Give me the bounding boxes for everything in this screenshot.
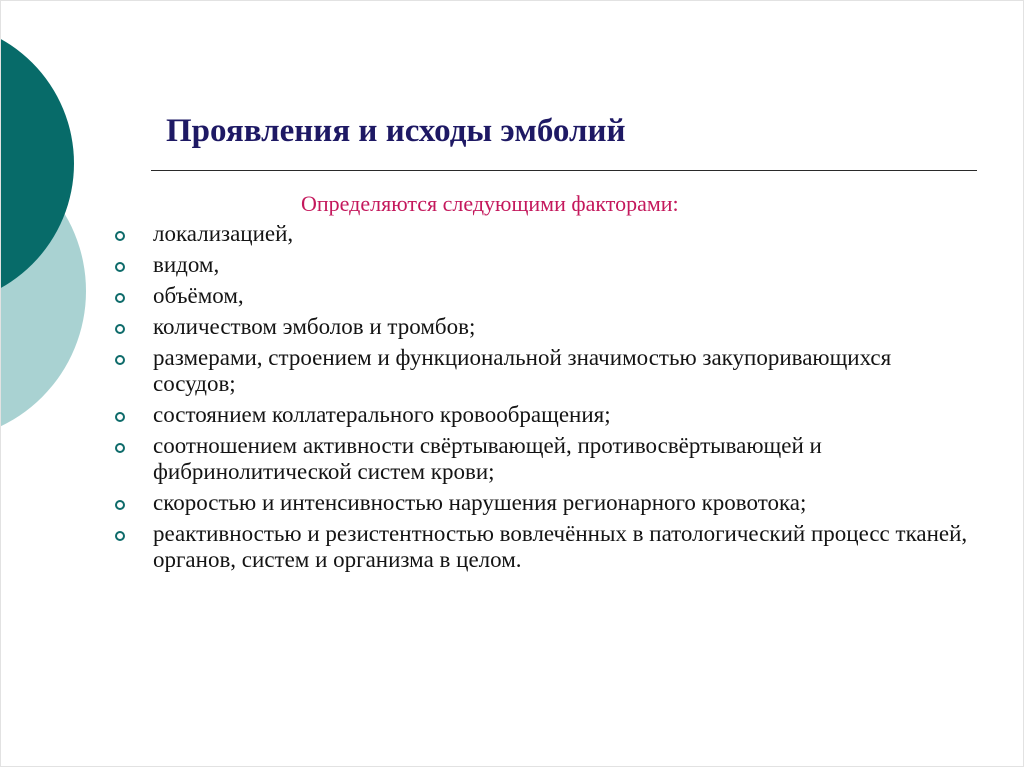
list-item [111, 433, 991, 485]
circle-bullet-icon [115, 231, 125, 241]
list-item-text: соотношением активности свёртывающей, противосвёртывающей и фибринолитической систем крови; [153, 433, 822, 484]
circle-bullet-icon [115, 355, 125, 365]
circle-bullet-icon [115, 412, 125, 422]
list-item [111, 490, 991, 516]
list-item [111, 402, 991, 428]
list-item [111, 314, 991, 340]
list-item-text: реактивностью и резистентностью вовлечённых в патологический процесс тканей, органов, систем и организма в целом. [153, 521, 968, 572]
list-item-text: локализацией, [153, 221, 294, 246]
list-item-text: количеством эмболов и тромбов; [153, 314, 476, 339]
circle-bullet-icon [115, 443, 125, 453]
list-item-text: размерами, строением и функциональной значимостью закупоривающихся сосудов; [153, 345, 892, 396]
list-item-text: скоростью и интенсивностью нарушения регионарного кровотока; [153, 490, 807, 515]
title-divider [151, 170, 977, 171]
factors-list [111, 221, 991, 578]
circle-bullet-icon [115, 500, 125, 510]
list-item [111, 252, 991, 278]
list-item-text: объёмом, [153, 283, 244, 308]
list-item [111, 345, 991, 397]
list-item-text: видом, [153, 252, 220, 277]
circle-bullet-icon [115, 531, 125, 541]
list-item [111, 521, 991, 573]
slide-subtitle: Определяются следующими факторами: [301, 191, 679, 216]
list-item [111, 283, 991, 309]
list-item-text: состоянием коллатерального кровообращения; [153, 402, 611, 427]
list-item [111, 221, 991, 247]
circle-bullet-icon [115, 262, 125, 272]
circle-bullet-icon [115, 293, 125, 303]
slide-title: Проявления и исходы эмболий [166, 113, 626, 149]
circle-bullet-icon [115, 324, 125, 334]
